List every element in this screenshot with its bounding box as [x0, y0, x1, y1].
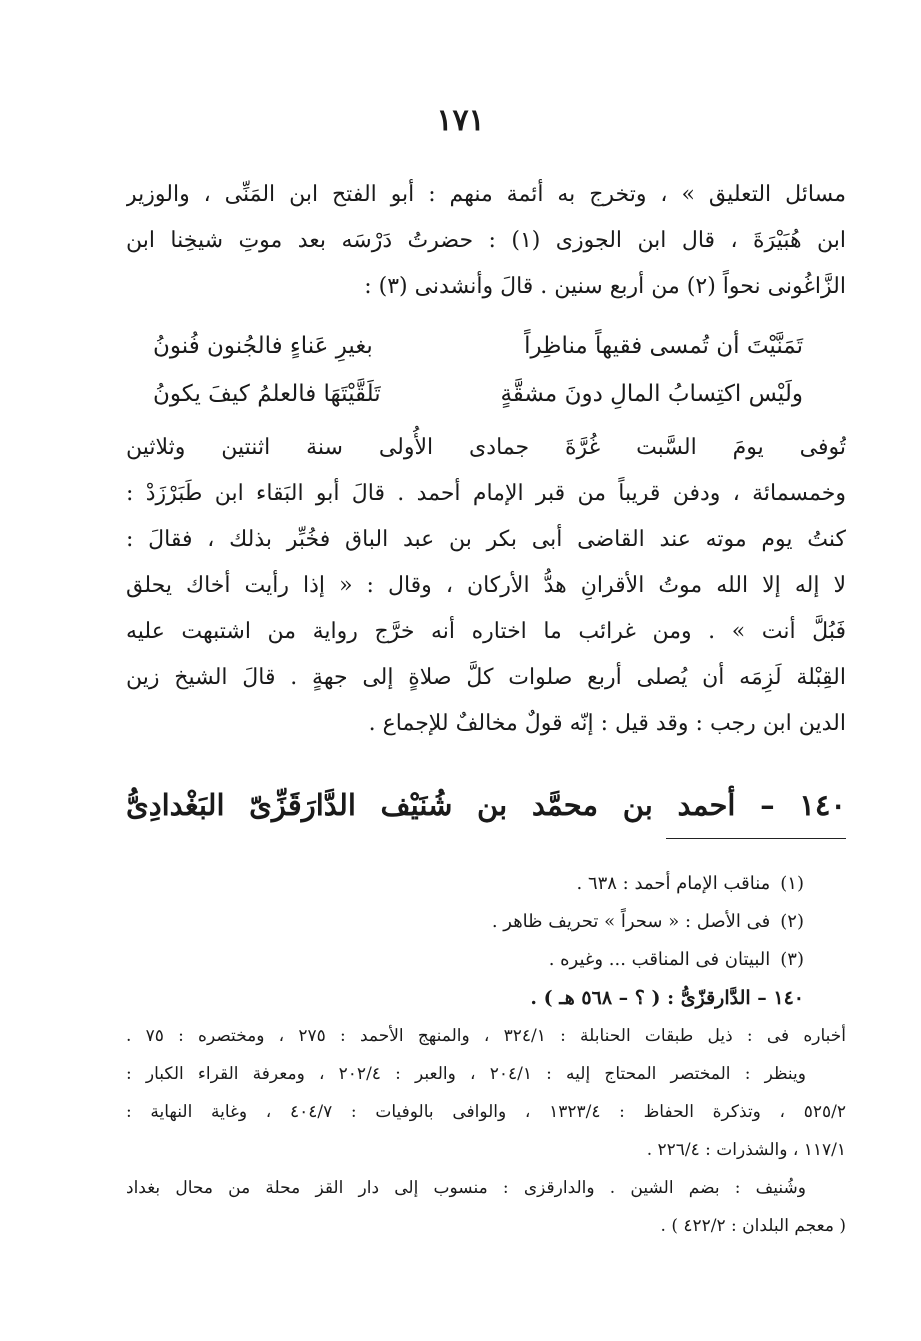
sources-line: ٥٢٥/٢ ، وتذكرة الحفاظ : ١٣٢٣/٤ ، والوافى بالوفيات : ٤٠٤/٧ ، وغاية النهاية :	[126, 1102, 846, 1122]
footnote-text: البيتان فى المناقب ... وغيره .	[548, 949, 771, 970]
footnote-number: (١)	[780, 873, 804, 894]
footnotes	[126, 865, 846, 1245]
intro-line: مسائل التعليق » ، وتخرج به أئمة منهم : أبو الفتح ابن المَنِّى ، والوزير	[126, 182, 846, 207]
name-note-line: وشُنيف : بضم الشين . والدارقزى : منسوب إلى دار القز محلة من محال بغداد	[126, 1178, 806, 1198]
poem-second-hemistich: بغيرِ عَناءٍ فالجُنون فُنونُ	[153, 333, 373, 359]
name-note-line: ( معجم البلدان : ٤٢٢/٢ ) .	[660, 1216, 846, 1236]
intro-line: ابن هُبَيْرَةَ ، قال ابن الجوزى (١) : حضرتُ دَرْسَه بعد موتِ شيخِنا ابن	[126, 228, 846, 253]
bio-line: تُوفى يومَ السَّبت غُرَّةَ جمادى الأُولى سنة اثنتين وثلاثين	[126, 435, 846, 460]
intro-line: الزَّاغُونى نحواً (٢) من أربع سنين . قالَ وأنشدنى (٣) :	[364, 274, 846, 299]
footnote	[126, 865, 846, 903]
footnote-number: (٢)	[780, 911, 804, 932]
footnote-text: فى الأصل : « سحراً » تحريف ظاهر .	[491, 911, 771, 932]
poem	[153, 322, 803, 418]
poem-verse	[153, 322, 803, 370]
entry-heading: ١٤٠ – أحمد بن محمَّد بن شُنَيْف الدَّارَقَزِّىّ البَغْدادِىُّ	[126, 788, 846, 822]
footnote-text: مناقب الإمام أحمد : ٦٣٨ .	[576, 873, 771, 894]
sources-line: أخباره فى : ذيل طبقات الحنابلة : ٣٢٤/١ ، والمنهج الأحمد : ٢٧٥ ، ومختصره : ٧٥ .	[126, 1026, 846, 1046]
bio-line: فَبُلَّ أنت » . ومن غرائب ما اختاره أنه خرَّج رواية من اشتبهت عليه	[126, 619, 846, 644]
sources-line: ١١٧/١ ، والشذرات : ٢٢٦/٤ .	[646, 1140, 846, 1160]
bio-line: وخمسمائة ، ودفن قريباً من قبر الإمام أحمد . قالَ أبو البَقاء ابن طَبَرْزَدْ :	[126, 481, 846, 506]
footnote	[126, 941, 846, 979]
footnote-number: (٣)	[780, 949, 804, 970]
bio-line: لا إله إلا الله موتُ الأقرانِ هدُّ الأركان ، وقال : « إذا رأيت أخاك يحلق	[126, 573, 846, 598]
sources-line: وينظر : المختصر المحتاج إليه : ٢٠٤/١ ، والعبر : ٢٠٢/٤ ، ومعرفة القراء الكبار :	[126, 1064, 806, 1084]
footnote	[126, 903, 846, 941]
intro-paragraph	[126, 172, 846, 310]
page-number: ١٧١	[436, 103, 485, 138]
footnote-divider	[666, 838, 846, 839]
poem-verse	[153, 370, 803, 418]
entry-note-heading: ١٤٠ – الدَّارقزّىُّ : ( ؟ – ٥٦٨ هـ ) .	[530, 987, 804, 1009]
poem-first-hemistich: تَمَنَّيْتَ أن تُمسى فقيهاً مناظِراً	[524, 333, 803, 359]
biography-paragraph	[126, 425, 846, 747]
poem-first-hemistich: ولَيْس اكتِسابُ المالِ دونَ مشقَّةٍ	[500, 381, 803, 407]
bio-line: القِبْلة لَزِمَه أن يُصلى أربع صلوات كلَّ صلاةٍ إلى جهةٍ . قالَ الشيخ زين	[126, 665, 846, 690]
bio-line: الدين ابن رجب : وقد قيل : إنّه قولٌ مخالفٌ للإجماع .	[368, 711, 846, 736]
bio-line: كنتُ يوم موته عند القاضى أبى بكر بن عبد الباق فخُبِّر بذلك ، فقالَ :	[126, 527, 846, 552]
poem-second-hemistich: تَلَقَّيْتَهَا فالعلمُ كيفَ يكونُ	[153, 381, 381, 407]
